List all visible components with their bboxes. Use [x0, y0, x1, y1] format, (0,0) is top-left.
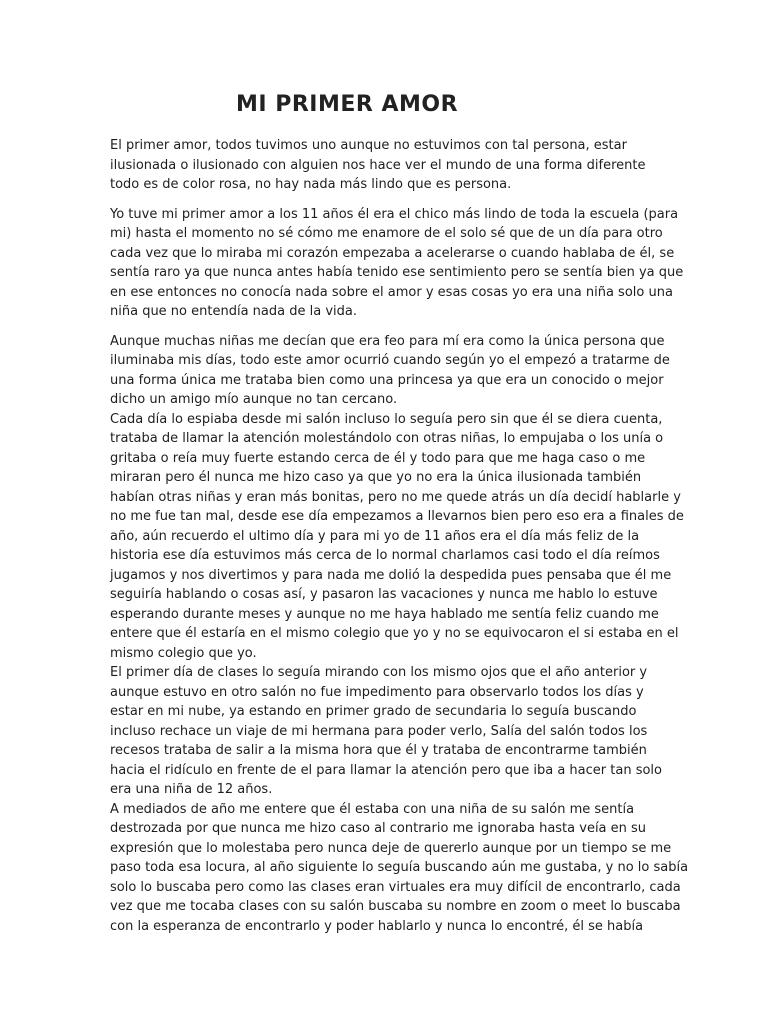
text-line: Yo tuve mi primer amor a los 11 años él era el chico más lindo de toda la escuela (para — [110, 206, 679, 222]
text-line: paso toda esa locura, al año siguiente lo seguía buscando aún me gustaba, y no lo sabía — [110, 860, 689, 875]
text-line: con la esperanza de encontrarlo y poder hablarlo y nunca lo encontré, él se había — [110, 918, 644, 934]
paragraph — [110, 205, 684, 322]
text-line: seguiría hablando o cosas así, y pasaron las vacaciones y nunca me hablo lo estuve — [110, 587, 658, 602]
paragraph — [110, 800, 689, 937]
text-line: mi) hasta el momento no sé cómo me enamore de el solo sé que de un día para otro — [110, 226, 663, 241]
text-line: gritaba o reía muy fuerte estando cerca de él y todo para que me haga caso o me — [110, 450, 646, 466]
text-line: no me fue tan mal, desde ese día empezamos a llevarnos bien pero eso era a finales de — [110, 509, 684, 524]
text-line: año, aún recuerdo el ultimo día y para mi yo de 11 años era el día más feliz de la — [110, 528, 640, 544]
text-line: miraran pero él nunca me hizo caso ya que yo no era la única ilusionada también — [110, 470, 642, 485]
text-line: mismo colegio que yo. — [110, 645, 257, 661]
text-line: El primer día de clases lo seguía mirando con los mismo ojos que el año anterior y — [110, 665, 648, 680]
text-line: habían otras niñas y eran más bonitas, pero no me quede atrás un día decidí hablarle y — [110, 489, 681, 505]
text-line: dicho un amigo mío aunque no tan cercano. — [110, 392, 398, 407]
text-line: destrozada por que nunca me hizo caso al contrario me ignoraba hasta veía en su — [110, 821, 647, 836]
text-line: jugamos y nos divertimos y para nada me dolió la despedida pues pensaba que él me — [110, 567, 672, 583]
text-line: solo lo buscaba pero como las clases eran virtuales era muy difícil de encontrarlo, cada — [110, 879, 681, 895]
text-line: ilusionada o ilusionado con alguien nos hace ver el mundo de una forma diferente — [110, 157, 646, 173]
text-line: era una niña de 12 años. — [110, 782, 273, 797]
text-line: iluminaba mis días, todo este amor ocurrió cuando según yo el empezó a tratarme de — [110, 353, 670, 368]
text-line: incluso rechace un viaje de mi hermana para poder verlo, Salía del salón todos los — [110, 723, 648, 739]
text-line: en ese entonces no conocía nada sobre el amor y esas cosas yo era una niña solo una — [110, 284, 673, 300]
text-line: El primer amor, todos tuvimos uno aunque no estuvimos con tal persona, estar — [110, 138, 627, 153]
page-title: MI PRIMER AMOR — [236, 92, 459, 117]
text-line: estar en mi nube, ya estando en primer grado de secundaria lo seguía buscando — [110, 704, 637, 719]
text-line: historia ese día estuvimos más cerca de lo normal charlamos casi todo el día reímos — [110, 548, 660, 563]
text-line: una forma única me trataba bien como una princesa ya que era un conocido o mejor — [110, 372, 664, 388]
paragraph — [110, 663, 662, 800]
text-line: cada vez que lo miraba mi corazón empezaba a acelerarse o cuando hablaba de él, se — [110, 245, 675, 261]
text-line: entere que él estaría en el mismo colegio que yo y no se equivocaron el si estaba en el — [110, 626, 679, 641]
text-line: recesos trataba de salir a la misma hora que él y trataba de encontrarme también — [110, 743, 647, 758]
text-line: hacia el ridículo en frente de el para llamar la atención pero que iba a hacer tan solo — [110, 762, 662, 778]
paragraph — [110, 136, 658, 195]
text-line: esperando durante meses y aunque no me haya hablado me sentía feliz cuando me — [110, 606, 659, 622]
text-line: aunque estuvo en otro salón no fue impedimento para observarlo todos los días y — [110, 684, 644, 700]
text-line: vez que me tocaba clases con su salón buscaba su nombre en zoom o meet lo buscaba — [110, 899, 681, 914]
text-line: Aunque muchas niñas me decían que era feo para mí era como la única persona que — [110, 333, 665, 349]
text-line: sentía raro ya que nunca antes había tenido ese sentimiento pero se sentía bien ya que — [110, 265, 684, 280]
text-line: expresión que lo molestaba pero nunca deje de quererlo aunque por un tiempo se me — [110, 840, 672, 856]
text-line: Cada día lo espiaba desde mi salón incluso lo seguía pero sin que él se diera cuenta, — [110, 411, 663, 427]
text-line: niña que no entendía nada de la vida. — [110, 304, 357, 319]
paragraph — [110, 410, 684, 664]
text-line: todo es de color rosa, no hay nada más lindo que es persona. — [110, 177, 512, 192]
document-body — [110, 136, 689, 936]
text-line: A mediados de año me entere que él estaba con una niña de su salón me sentía — [110, 801, 635, 817]
text-line: trataba de llamar la atención molestándolo con otras niñas, lo empujaba o los unía o — [110, 431, 664, 446]
paragraph — [110, 332, 670, 410]
